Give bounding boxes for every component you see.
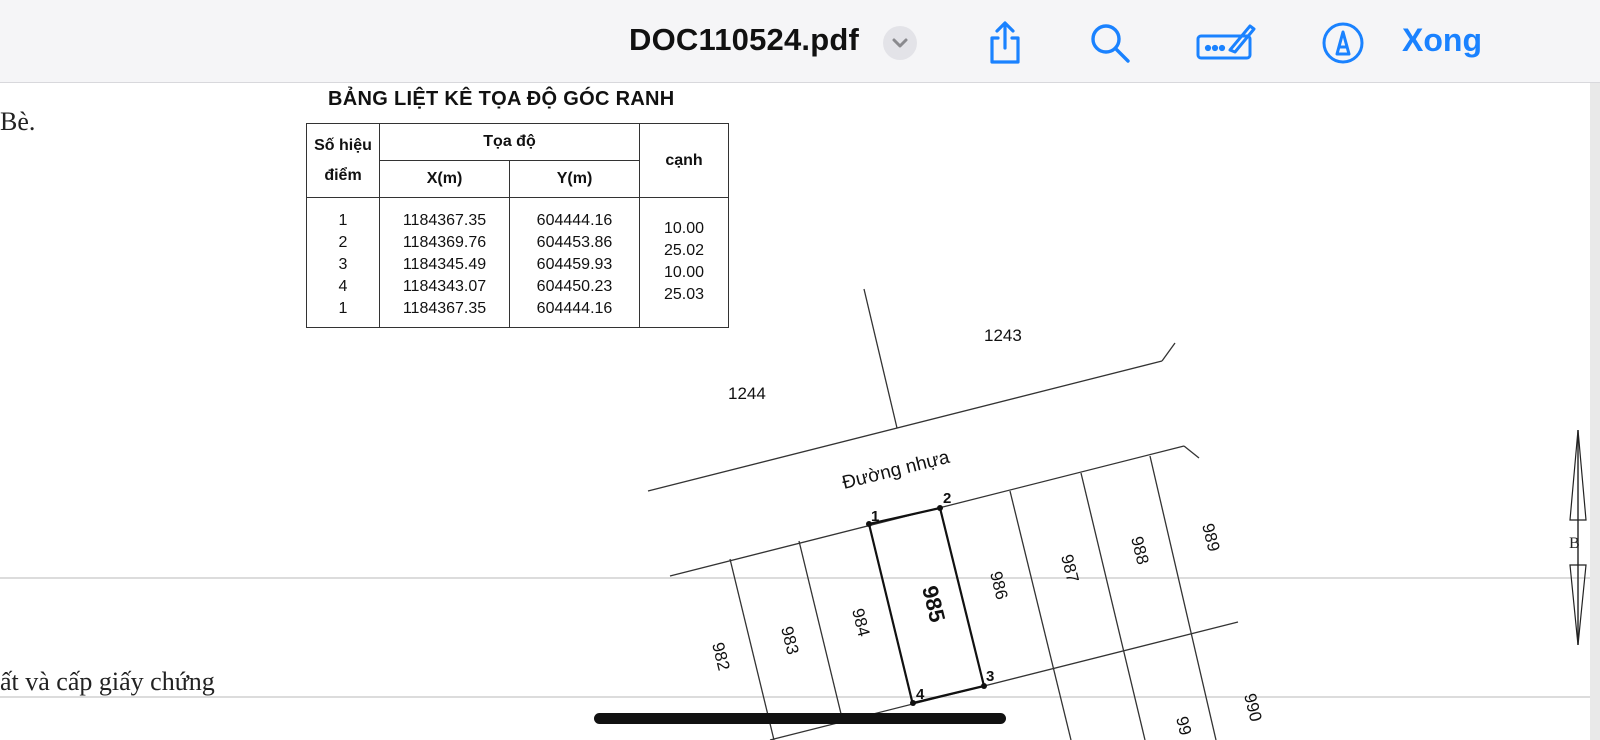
table-cell: 1184345.49	[402, 256, 487, 273]
corner-label: 3	[986, 668, 995, 685]
lot-label: 987	[1057, 552, 1083, 585]
lot-label: 983	[777, 624, 803, 657]
table-cell: 25.02	[663, 242, 705, 259]
page-edge-shadow	[1590, 83, 1600, 740]
lot-label: 988	[1127, 534, 1153, 567]
lot-label-highlight: 985	[917, 583, 951, 625]
table-cell: 1184369.76	[402, 234, 487, 251]
pdf-page	[0, 83, 1600, 740]
table-cell: 1184367.35	[402, 300, 487, 317]
lot-divider	[1010, 491, 1071, 740]
cadastral-map	[0, 83, 1600, 740]
markup-icon[interactable]	[1318, 18, 1368, 68]
table-cell: 604459.93	[536, 256, 613, 273]
body-text-top: Bè.	[0, 107, 36, 136]
parcel-boundary	[864, 289, 897, 428]
chevron-down-icon[interactable]	[883, 26, 917, 60]
parcel-label: 1244	[728, 384, 766, 403]
lot-label: 984	[848, 606, 874, 639]
lot-label: 986	[986, 569, 1012, 602]
lot-divider	[799, 541, 843, 722]
lot-divider	[1081, 473, 1145, 740]
corner-label: 1	[871, 508, 880, 525]
lot-985-edge	[940, 508, 984, 686]
road-label: Đường nhựa	[840, 446, 952, 494]
corner-label: 2	[943, 490, 952, 507]
lot-label: 990	[1240, 691, 1266, 724]
table-cell: 4	[338, 278, 348, 295]
home-indicator[interactable]	[594, 713, 1006, 724]
table-cell: 604444.16	[536, 212, 613, 229]
table-cell: 604453.86	[536, 234, 613, 251]
corner-label: 4	[916, 686, 925, 703]
table-cell: 604444.16	[536, 300, 613, 317]
edge-letter: B	[1569, 535, 1580, 552]
lot-985-edge	[869, 508, 940, 524]
table-cell: 3	[338, 256, 348, 273]
parcel-label: 1243	[984, 326, 1022, 345]
lot-label: 99	[1172, 714, 1196, 738]
table-cell: 1	[338, 300, 348, 317]
table-cell: 1184367.35	[402, 212, 487, 229]
lot-label: 989	[1198, 521, 1224, 554]
header-y: Y(m)	[510, 161, 640, 198]
table-cell: 2	[338, 234, 348, 251]
signature-icon[interactable]	[1194, 18, 1258, 68]
header-x: X(m)	[380, 161, 510, 198]
table-cell: 604450.23	[536, 278, 613, 295]
header-coords: Tọa độ	[380, 124, 640, 161]
table-cell: 25.03	[663, 286, 705, 303]
lot-985-edge	[869, 524, 913, 705]
body-text-bottom: ất và cấp giấy chứng	[0, 667, 215, 696]
done-button[interactable]: Xong	[1402, 22, 1482, 58]
header-point: Số hiệu điểm	[307, 124, 380, 198]
table-title: BẢNG LIỆT KÊ TỌA ĐỘ GÓC RANH	[328, 88, 675, 110]
table-cell: 1184343.07	[402, 278, 487, 295]
road-edge-upper	[1162, 343, 1175, 361]
table-cell: 10.00	[663, 220, 705, 237]
toolbar	[0, 0, 1600, 83]
header-edge: cạnh	[640, 124, 729, 198]
road-edge-lower	[1184, 446, 1199, 458]
table-cell: 1	[338, 212, 348, 229]
lot-label: 982	[708, 640, 734, 673]
document-title[interactable]: DOC110524.pdf	[629, 22, 860, 57]
table-cell: 10.00	[663, 264, 705, 281]
share-icon[interactable]	[980, 18, 1030, 68]
search-icon[interactable]	[1085, 18, 1135, 68]
